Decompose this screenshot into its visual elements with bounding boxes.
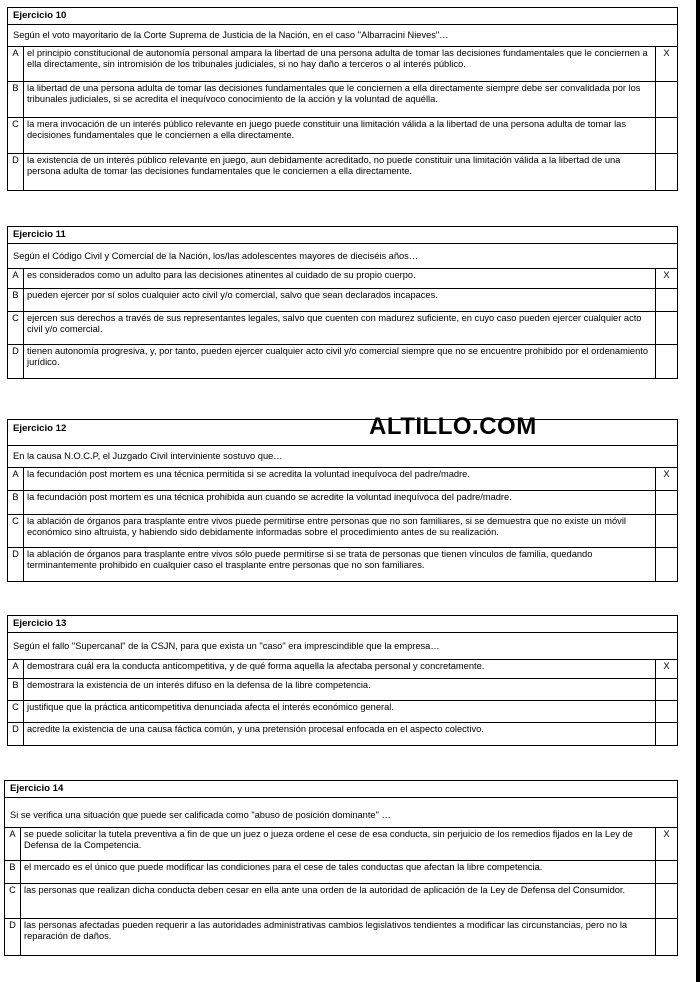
option-text: la fecundación post mortem es una técnica prohibida aun cuando se acredite la voluntad inequívoca del padre/madre. xyxy=(24,491,656,514)
option-row-c[interactable] xyxy=(8,312,677,345)
answer-mark xyxy=(656,491,677,514)
option-text: la mera invocación de un interés público relevante en juego puede constituir una limitación válida a la libertad de una persona adulta de tomar las decisiones fundamentales que le conciernen a ella directamente. xyxy=(24,118,656,153)
option-row-d[interactable] xyxy=(5,919,677,955)
watermark: ALTILLO.COM xyxy=(369,413,537,440)
option-letter: B xyxy=(5,861,21,883)
exercise-14-table xyxy=(4,780,678,956)
answer-mark xyxy=(656,312,677,344)
exercise-stem: En la causa N.O.C.P, el Juzgado Civil interviniente sostuvo que… xyxy=(8,446,677,468)
option-row-b[interactable] xyxy=(5,861,677,884)
option-row-a[interactable] xyxy=(8,47,677,82)
option-letter: B xyxy=(8,82,24,117)
option-row-d[interactable] xyxy=(8,154,677,190)
option-row-d[interactable] xyxy=(8,723,677,745)
option-letter: A xyxy=(8,47,24,81)
answer-mark xyxy=(656,548,677,581)
option-row-a[interactable] xyxy=(8,468,677,491)
exercise-13-table xyxy=(7,615,678,746)
option-text: ejercen sus derechos a través de sus representantes legales, salvo que cuenten con madurez suficiente, en cuyo caso pueden ejercer cualquier acto civil y/o comercial. xyxy=(24,312,656,344)
option-letter: D xyxy=(8,154,24,190)
option-text: la ablación de órganos para trasplante entre vivos puede permitirse entre personas que no son familiares, si se demuestra que no existe un móvil económico sino altruista, y habiendo sido debidamente informadas sobre el procedimiento antes de su realización. xyxy=(24,515,656,547)
exercise-title: Ejercicio 13 xyxy=(8,616,677,633)
option-letter: C xyxy=(8,515,24,547)
exercise-stem: Según el fallo "Supercanal" de la CSJN, para que exista un "caso" era imprescindible que la empresa… xyxy=(8,633,677,660)
option-text: el principio constitucional de autonomía personal ampara la libertad de una persona adulta de tomar las decisiones fundamentales que le conciernen a ella directamente, sin intromisión de los tribunales judiciales, si no hay daño a terceros o al interés público. xyxy=(24,47,656,81)
answer-mark xyxy=(656,884,677,918)
option-row-d[interactable] xyxy=(8,548,677,581)
option-row-b[interactable] xyxy=(8,289,677,312)
option-letter: D xyxy=(5,919,21,955)
option-text: la ablación de órganos para trasplante entre vivos sólo puede permitirse si se trata de personas que tienen vínculos de familia, quedando terminantemente prohibido en cualquier caso el trasplante entre personas que no son familiares. xyxy=(24,548,656,581)
option-row-b[interactable] xyxy=(8,491,677,515)
exercise-title: Ejercicio 14 xyxy=(5,781,677,798)
option-text: demostrara cuál era la conducta anticompetitiva, y de qué forma aquella la afectaba personal y concretamente. xyxy=(24,660,656,678)
answer-mark xyxy=(656,345,677,378)
option-text: se puede solicitar la tutela preventiva a fin de que un juez o jueza ordene el cese de esa conducta, sin perjuicio de los remedios fijados en la Ley de Defensa de la Competencia. xyxy=(21,828,656,860)
option-letter: C xyxy=(5,884,21,918)
option-row-b[interactable] xyxy=(8,679,677,701)
exercise-12-table xyxy=(7,419,678,582)
option-letter: A xyxy=(8,468,24,490)
option-row-a[interactable] xyxy=(5,828,677,861)
answer-mark xyxy=(656,154,677,190)
answer-mark xyxy=(656,82,677,117)
option-text: demostrara la existencia de un interés difuso en la defensa de la libre competencia. xyxy=(24,679,656,700)
option-row-c[interactable] xyxy=(8,515,677,548)
option-row-c[interactable] xyxy=(5,884,677,919)
answer-mark xyxy=(656,118,677,153)
option-letter: D xyxy=(8,548,24,581)
exercise-stem: Si se verifica una situación que puede ser calificada como "abuso de posición dominante" … xyxy=(5,798,677,828)
answer-mark xyxy=(656,679,677,700)
exercise-stem: Según el Código Civil y Comercial de la Nación, los/las adolescentes mayores de dieciséis años… xyxy=(8,244,677,269)
option-letter: C xyxy=(8,312,24,344)
right-edge-bar xyxy=(696,0,700,982)
option-text: la existencia de un interés público relevante en juego, aun debidamente acreditado, no puede constituir una limitación válida a la libertad de una persona adulta de tomar las decisiones fundamentales que le conciernen a ella directamente. xyxy=(24,154,656,190)
option-text: es considerados como un adulto para las decisiones atinentes al cuidado de su propio cuerpo. xyxy=(24,269,656,288)
option-row-c[interactable] xyxy=(8,118,677,154)
answer-mark xyxy=(656,861,677,883)
answer-mark xyxy=(656,919,677,955)
option-text: tienen autonomía progresiva, y, por tanto, pueden ejercer cualquier acto civil y/o comercial siempre que no se encuentre prohibido por el ordenamiento jurídico. xyxy=(24,345,656,378)
option-letter: B xyxy=(8,679,24,700)
option-row-b[interactable] xyxy=(8,82,677,118)
answer-mark xyxy=(656,515,677,547)
answer-mark: X xyxy=(663,48,670,58)
answer-mark xyxy=(656,723,677,745)
option-row-d[interactable] xyxy=(8,345,677,378)
option-text: la libertad de una persona adulta de tomar las decisiones fundamentales que le conciernen a ella directamente siempre debe ser convalidada por los tribunales judiciales, si se acredita el inequívoco conocimiento de la acción y la voluntad de aquélla. xyxy=(24,82,656,117)
exercise-title: Ejercicio 10 xyxy=(8,8,677,25)
answer-mark: X xyxy=(663,661,670,671)
option-letter: A xyxy=(8,660,24,678)
answer-mark: X xyxy=(663,270,670,280)
option-letter: C xyxy=(8,118,24,153)
option-text: las personas afectadas pueden requerir a las autoridades administrativas cambios legislativos tendientes a modificar las circunstancias, pero no la reparación de daños. xyxy=(21,919,656,955)
option-text: las personas que realizan dicha conducta deben cesar en ella ante una orden de la autoridad de aplicación de la Ley de Defensa del Consumidor. xyxy=(21,884,656,918)
option-row-c[interactable] xyxy=(8,701,677,723)
option-text: pueden ejercer por sí solos cualquier acto civil y/o comercial, salvo que sean declarados incapaces. xyxy=(24,289,656,311)
exercise-10-table xyxy=(7,7,678,191)
exercise-stem: Según el voto mayoritario de la Corte Suprema de Justicia de la Nación, en el caso "Albarracini Nieves"… xyxy=(8,25,677,47)
option-row-a[interactable] xyxy=(8,660,677,679)
option-row-a[interactable] xyxy=(8,269,677,289)
option-letter: D xyxy=(8,723,24,745)
option-letter: B xyxy=(8,491,24,514)
option-letter: A xyxy=(8,269,24,288)
exercise-title: Ejercicio 11 xyxy=(8,227,677,244)
option-letter: A xyxy=(5,828,21,860)
option-letter: D xyxy=(8,345,24,378)
option-text: acredite la existencia de una causa fáctica común, y una pretensión procesal enfocada en el aspecto colectivo. xyxy=(24,723,656,745)
answer-mark: X xyxy=(663,469,670,479)
option-text: justifique que la práctica anticompetitiva denunciada afecta el interés económico general. xyxy=(24,701,656,722)
answer-mark xyxy=(656,289,677,311)
answer-mark xyxy=(656,701,677,722)
option-letter: B xyxy=(8,289,24,311)
option-letter: C xyxy=(8,701,24,722)
exercise-11-table xyxy=(7,226,678,379)
answer-mark: X xyxy=(663,829,670,839)
option-text: el mercado es el único que puede modificar las condiciones para el cese de tales conductas que afectan la libre competencia. xyxy=(21,861,656,883)
exercise-title: Ejercicio 12 xyxy=(8,420,677,446)
option-text: la fecundación post mortem es una técnica permitida si se acredita la voluntad inequívoca del padre/madre. xyxy=(24,468,656,490)
